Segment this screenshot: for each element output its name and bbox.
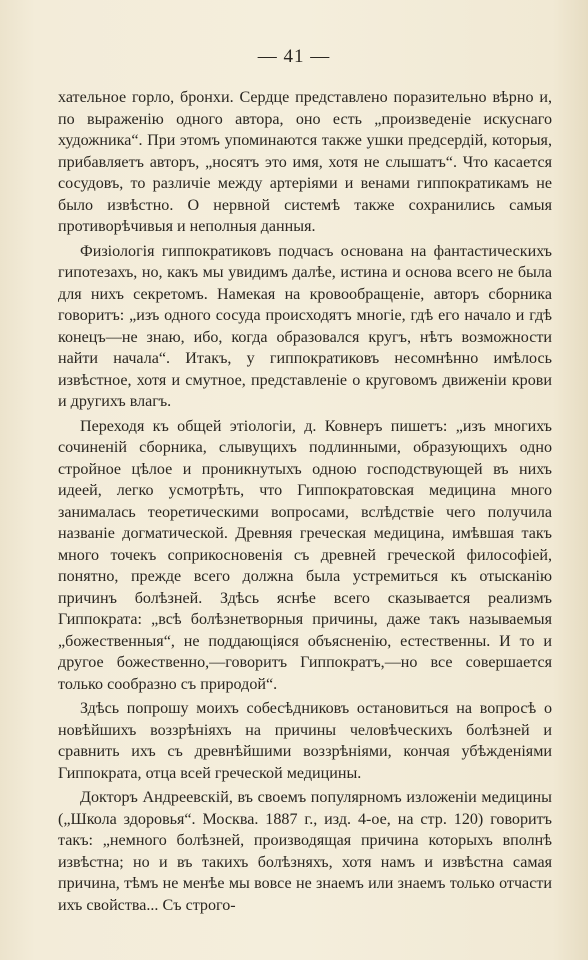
page-text [58, 87, 552, 916]
paragraph: Здѣсь попрошу моихъ собесѣдниковъ остановиться на вопросѣ о новѣйшихъ воззрѣніяхъ на причины человѣческихъ болѣзней и сравнить ихъ съ древнѣйшими воззрѣніями, кончая убѣжденіями Гиппократа, отца всей греческой медицины. [58, 700, 552, 782]
paragraph: Докторъ Андреевскій, въ своемъ популярномъ изложеніи медицины („Школа здоровья“. Москва. 1887 г., изд. 4-ое, на стр. 120) говоритъ такъ: „немного болѣзней, производящая причина которыхъ вполнѣ извѣстна; но и въ такихъ болѣзняхъ, хотя намъ и извѣстна самая причина, тѣмъ не менѣе мы вовсе не знаемъ или знаемъ только отчасти ихъ свойства... Съ строго- [58, 789, 552, 914]
paragraph: Физіологія гиппократиковъ подчасъ основана на фантастическихъ гипотезахъ, но, какъ мы увидимъ далѣе, истина и основа всего не была для нихъ секретомъ. Намекая на кровообращеніе, авторъ сборника говоритъ: „изъ одного сосуда происходятъ многіе, гдѣ его начало и гдѣ конецъ—не знаю, ибо, когда образовался кругъ, нѣтъ возможности найти начала“. Итакъ, у гиппократиковъ несомнѣнно имѣлось извѣстное, хотя и смутное, представленіе о круговомъ движеніи крови и другихъ влагъ. [58, 242, 552, 410]
paragraph: хательное горло, бронхи. Сердце представлено поразительно вѣрно и, по выраженію одного автора, оно есть „произведеніе искуснаго художника“. При этомъ упоминаются также ушки предсердій, которыя, прибавляетъ авторъ, „носятъ это имя, хотя не слышатъ“. Что касается сосудовъ, то различіе между артеріями и венами гиппократикамъ не было извѣстно. О нервной системѣ также сохранились самыя противорѣчивыя и неполныя данныя. [58, 89, 552, 235]
paragraph: Переходя къ общей этіологіи, д. Ковнеръ пишетъ: „изъ многихъ сочиненій сборника, слывущихъ подлинными, образующихъ одно стройное цѣлое и проникнутыхъ одною господствующей въ нихъ идеей, легко усмотрѣть, что Гиппократовская медицина много занималась теоретическими вопросами, вслѣдствіе чего получила названіе догматической. Древняя греческая медицина, имѣвшая такъ много точекъ соприкосновенія съ древней греческой философіей, понятно, прежде всего должна была устремиться къ отысканію причинъ болѣзней. Здѣсь яснѣе всего сказывается реализмъ Гиппократа: „всѣ болѣзнетворныя причины, даже такъ называемыя „божественныя“, не поддающіяся объясненію, естественны. И то и другое божественно,—говоритъ Гиппократъ,—но все совершается только сообразно съ природой“. [58, 417, 552, 693]
page-number: — 41 — [257, 46, 331, 67]
